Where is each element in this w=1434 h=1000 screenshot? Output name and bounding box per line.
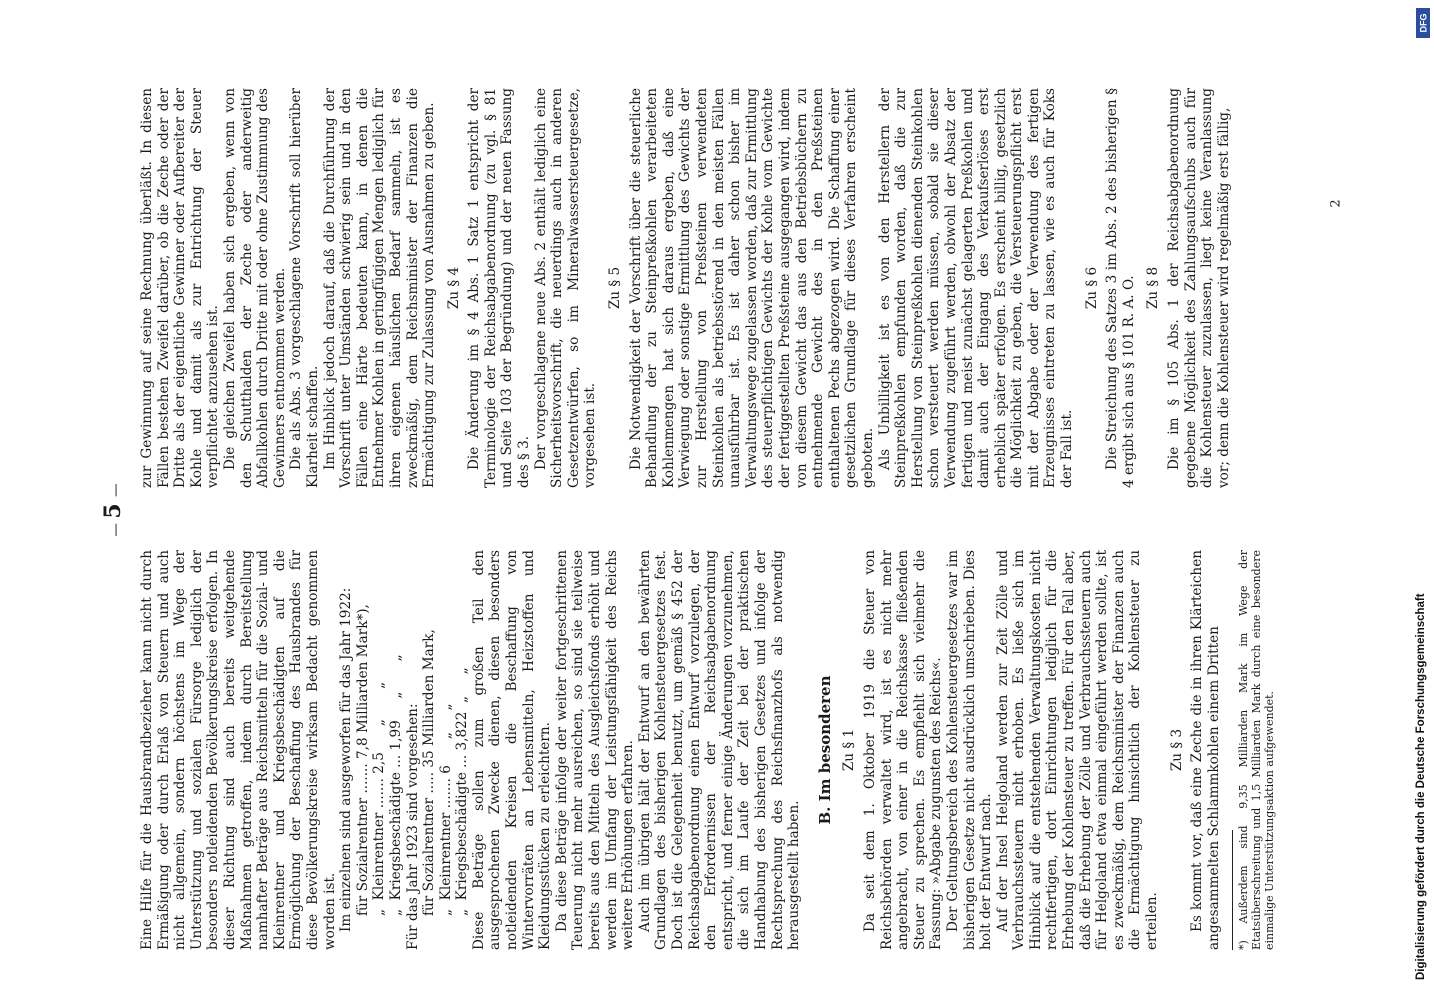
page-header: — 5 —: [100, 483, 126, 537]
right-column: [139, 88, 1232, 488]
subsection-heading: Zu § 3: [1168, 728, 1185, 772]
footnote-rule: [1232, 830, 1233, 950]
stat-line: „ Kleinrentner ....... 6 „ „: [437, 703, 454, 916]
left-column: [139, 550, 1276, 950]
paragraph: Da seit dem 1. Oktober 1919 die Steuer von Reichsbehörden verwaltet wird, ist es nicht mehr angebracht, von einer in die Reichskasse fließenden Steuer zu sprechen. Es empfiehlt sich vielmehr die Fassung: »Abgabe zugunsten des Reichs«.: [861, 550, 945, 950]
paragraph: Der Geltungsbereich des Kohlensteuergesetzes war im bisherigen Gesetze nicht ausdrücklich umschrieben. Dies holt der Entwurf nach.: [944, 550, 995, 950]
subsection-heading: Zu § 4: [445, 266, 462, 310]
footer-page-number: 2: [1328, 199, 1344, 208]
paragraph: zur Gewinnung auf seine Rechnung überläßt. In diesen Fällen bestehen Zweifel darüber, ob die Zeche oder der Dritte als der eigentliche Gewinner oder Aufbereiter der Kohle und damit als zur Entrichtung der Steuer verpflichtet anzusehen ist.: [139, 88, 222, 488]
paragraph: Die als Abs. 3 vorgeschlagene Vorschrift soll hierüber Klarheit schaffen.: [288, 88, 321, 488]
stat-line: „ Kleinrentner ....... 2,5 „ „: [371, 681, 388, 916]
paragraph: Auch im übrigen hält der Entwurf an den bewährten Grundlagen des bisherigen Kohlensteuergesetzes fest. Doch ist die Gelegenheit benutzt, um gemäß § 452 der Reichsabgabenordnung einen Entwurf vorzulegen, der den Erfordernissen der Reichsabgabenordnung entspricht, und ferner einige Änderungen vorzunehmen, die sich im Laufe der Zeit bei der praktischen Handhabung des bisherigen Gesetzes und infolge der Rechtsprechung des Reichsfinanzhofs als notwendig herausgestellt haben.: [636, 550, 803, 950]
dfg-credit-strip: [1412, 0, 1434, 1000]
subsection-heading: Zu § 6: [1083, 266, 1100, 310]
paragraph: Der vorgeschlagene neue Abs. 2 enthält lediglich eine Sicherheitsvorschrift, die neuerdings auch in anderen Gesetzentwürfen, so im Mineralwassersteuergesetze, vorgesehen ist.: [532, 88, 599, 488]
paragraph: Für das Jahr 1923 sind vorgesehen:: [404, 703, 421, 950]
paragraph: Da diese Beträge infolge der weiter fortgeschrittenen Teuerung nicht mehr ausreichen, so sind sie teilweise bereits aus den Mitteln des Ausgleichsfonds erhöht und werden im Umfang der Leistungsfähigkeit des Reichs weitere Erhöhungen erfahren.: [553, 550, 637, 950]
page-number: 5: [100, 501, 126, 519]
stat-line: für Sozialrentner ....... 7,8 Milliarden Mark*),: [354, 604, 371, 916]
section-heading: B. Im besonderen: [815, 675, 834, 825]
paragraph: Im einzelnen sind ausgeworfen für das Jahr 1922:: [338, 587, 355, 932]
subsection-heading: Zu § 5: [607, 266, 624, 310]
paragraph: Die Streichung des Satzes 3 im Abs. 2 des bisherigen § 4 ergibt sich aus § 101 R. A. O.: [1104, 88, 1137, 488]
paragraph: Die Änderung im § 4 Abs. 1 Satz 1 entspricht der Terminologie der Reichsabgabenordnung (zu vgl. § 81 und Seite 103 der Begründung) und der neuen Fassung des § 3.: [466, 88, 533, 488]
paragraph: Es kommt vor, daß eine Zeche die in ihren Klärteichen angesammelten Schlammkohlen einem Dritten: [1189, 550, 1222, 950]
stat-line: für Sozialrentner ..... 35 Milliarden Mark,: [421, 629, 438, 916]
subsection-heading: Zu § 8: [1145, 266, 1162, 310]
paragraph: Als Unbilligkeit ist es von den Herstellern der Steinpreßkohlen empfunden worden, daß die zur Herstellung von Steinpreßkohlen dienenden Steinkohlen schon versteuert werden müssen, sobald sie dieser Verwendung zugeführt werden, obwohl der Absatz der fertigen und meist zunächst gelagerten Preßkohlen und damit auch der Eingang des Verkaufserlöses erst erheblich später erfolgen. Es erscheint billig, gesetzlich die Möglichkeit zu geben, die Versteuerungspflicht erst mit der Abgabe oder der Verwendung des fertigen Erzeugnisses eintreten zu lassen, wie es auch für Koks der Fall ist.: [876, 88, 1076, 488]
stat-line: „ Kriegsbeschädigte ... 1,99 „ „: [387, 654, 404, 916]
paragraph: Auf der Insel Helgoland werden zur Zeit Zölle und Verbrauchssteuern nicht erhoben. Es ließe sich im Hinblick auf die entstehenden Verwaltungskosten nicht rechtfertigen, dort Einrichtungen lediglich für die Erhebung der Kohlensteuer zu treffen. Für den Fall aber, daß die Erhebung der Zölle und Verbrauchssteuern auch für Helgoland etwa einmal eingeführt werden sollte, ist es zweckmäßig, dem Reichsminister der Finanzen auch die Ermächtigung hinsichtlich der Kohlensteuer zu erteilen.: [994, 550, 1161, 950]
subsection-heading: Zu § 1: [841, 728, 858, 772]
paragraph: Im Hinblick jedoch darauf, daß die Durchführung der Vorschrift unter Umständen schwierig sein und in den Fällen eine Härte bedeuten kann, in denen die Entnehmer Kohlen in geringfügigen Mengen lediglich für ihren eigenen häuslichen Bedarf sammeln, ist es zweckmäßig, dem Reichsminister der Finanzen die Ermächtigung zur Zulassung von Ausnahmen zu geben.: [321, 88, 438, 488]
paragraph: Die Notwendigkeit der Vorschrift über die steuerliche Behandlung der zu Steinpreßkohlen verarbeiteten Kohlenmengen hat sich daraus ergeben, daß eine Verwiegung oder sonstige Ermittlung des Gewichts der zur Herstellung von Preßsteinen verwendeten Steinkohlen als betriebsstörend in den meisten Fällen unausführbar ist. Es ist daher schon bisher im Verwaltungswege zugelassen worden, daß zur Ermittlung des steuerpflichtigen Gewichts der Kohle vom Gewichte der fertiggestellten Preßsteine ausgegangen wird, indem von diesem Gewicht das aus den Betriebsbüchern zu entnehmende Gewicht des in den Preßsteinen enthaltenen Pechs abgezogen wird. Die Schaffung einer gesetzlichen Grundlage für dieses Verfahren erscheint geboten.: [627, 88, 876, 488]
dfg-credit-text: Digitalisierung gefördert durch die Deutsche Forschungsgemeinschaft: [1415, 593, 1427, 980]
paragraph: Die gleichen Zweifel haben sich ergeben, wenn von den Schutthalden der Zeche oder anderweitig Abfallkohlen durch Dritte mit oder ohne Zustimmung des Gewinners entnommen werden.: [221, 88, 288, 488]
paragraph: Die im § 105 Abs. 1 der Reichsabgabenordnung gegebene Möglichkeit des Zahlungsaufschubs auch für die Kohlensteuer zuzulassen, liegt keine Veranlassung vor; denn die Kohlensteuer wird regelmäßig erst fällig,: [1166, 88, 1232, 488]
stat-line: „ Kriegsbeschädigte ... 3,822 „ „: [454, 667, 471, 916]
dfg-logo-text: DFG: [1418, 13, 1428, 33]
document-page: [100, 70, 1335, 950]
footnote: *) Außerdem sind 9,35 Milliarden Mark im Wege der Etatsüberschreitung und 1,5 Milliarden Mark durch eine besondere einmalige Unterstützungsaktion aufgewendet.: [1237, 550, 1277, 950]
paragraph: Diese Beträge sollen zum großen Teil den ausgesprochenen Zwecke dienen, diesen besonders notleidenden Kreisen die Beschaffung von Wintervorräten an Lebensmitteln, Heizstoffen und Kleidungsstücken zu erleichtern.: [470, 550, 554, 950]
paragraph: Eine Hilfe für die Hausbrandbezieher kann nicht durch Ermäßigung oder durch Erlaß von Steuern und auch nicht allgemein, sondern höchstens im Wege der Unterstützung und sozialen Fürsorge lediglich der besonders notleidenden Bevölkerungskreise erfolgen. In dieser Richtung sind auch bereits weitgehende Maßnahmen getroffen, indem durch Bereitstellung namhafter Beträge aus Reichsmitteln für die Sozial- und Kleinrentner und Kriegsbeschädigten auf die Ermöglichung der Beschaffung des Hausbrandes für diese Bevölkerungskreise wirksam Bedacht genommen worden ist.: [139, 550, 338, 950]
